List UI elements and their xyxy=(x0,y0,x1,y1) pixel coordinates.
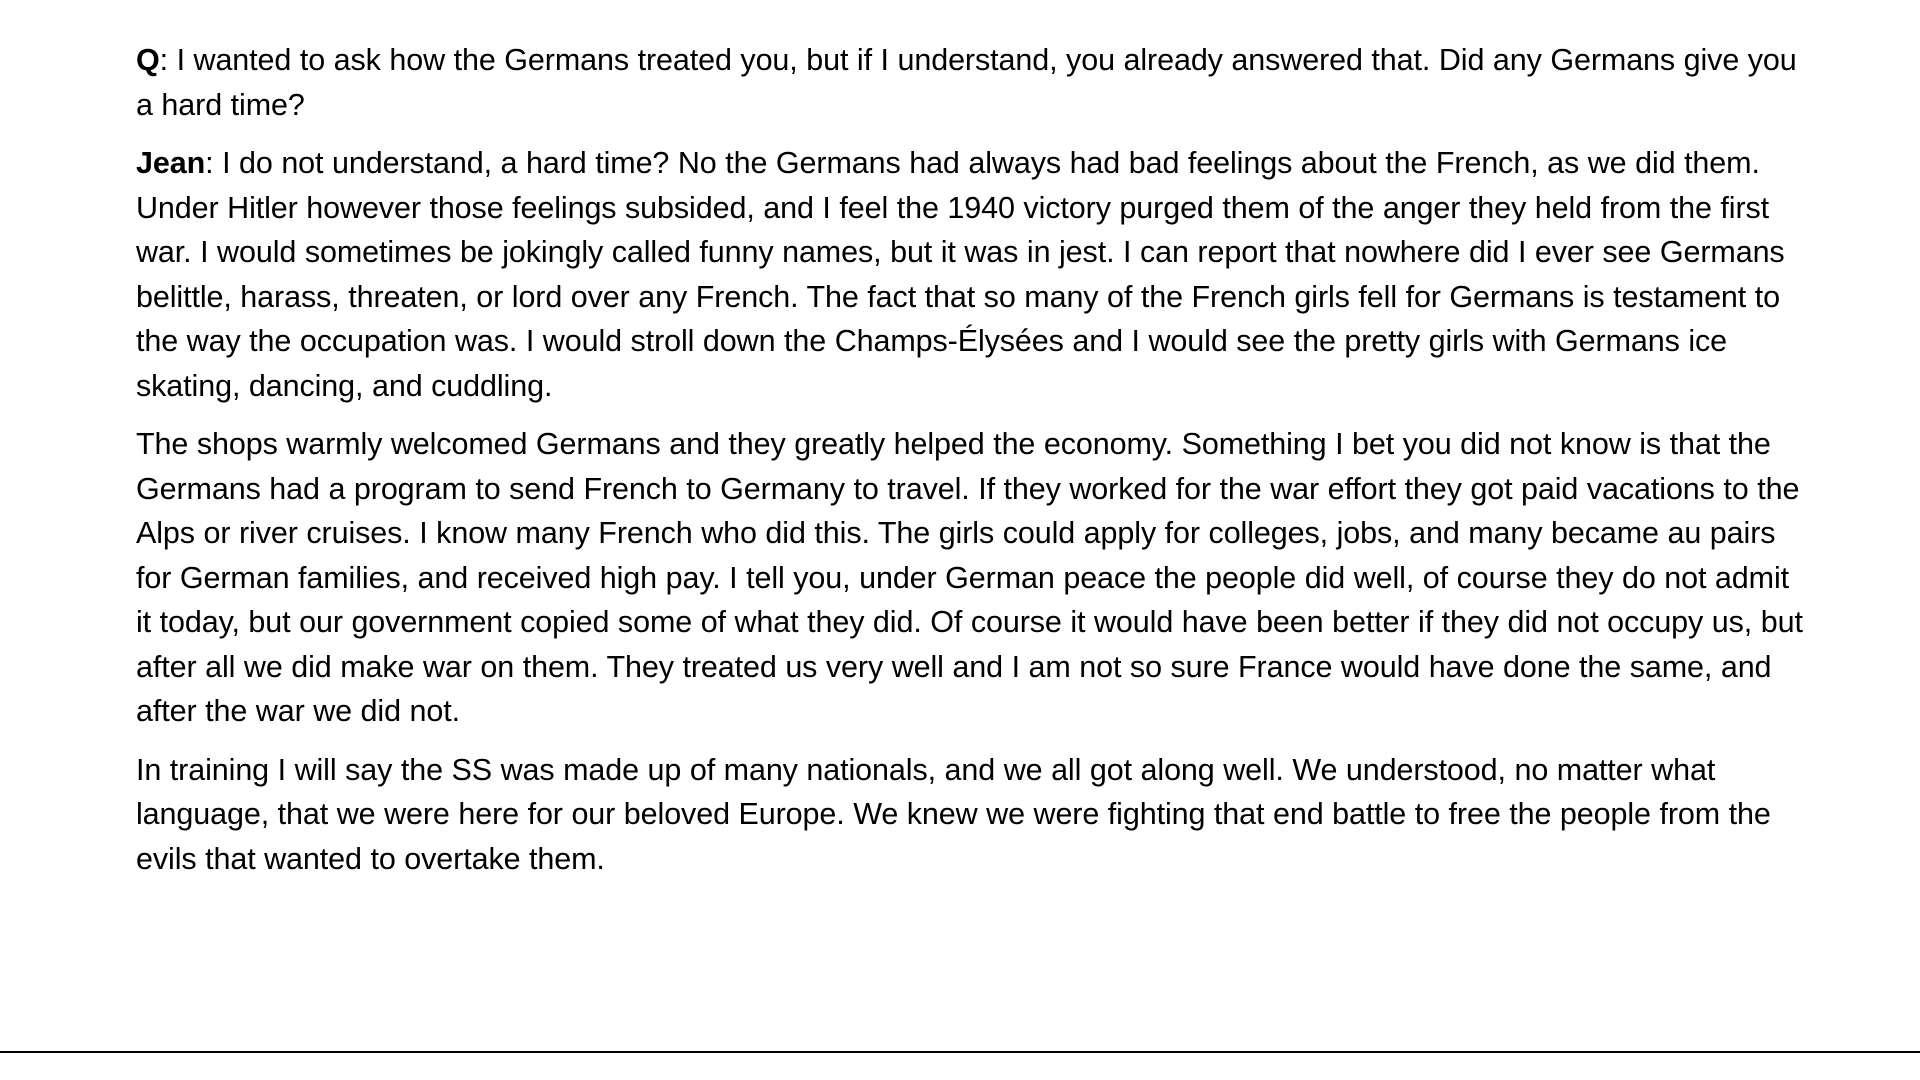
paragraph-jean-answer-1 xyxy=(136,141,1808,408)
paragraph-question xyxy=(136,38,1808,127)
paragraph-jean-answer-2 xyxy=(136,422,1808,734)
speaker-label-jean: Jean xyxy=(136,146,206,180)
paragraph-text: In training I will say the SS was made up of many nationals, and we all got along well. We understood, no matter what language, that we were here for our beloved Europe. We knew we were fighting that end battle to free the people from the evils that wanted to overtake them. xyxy=(136,752,1771,876)
paragraph-text: : I do not understand, a hard time? No the Germans had always had bad feelings about the French, as we did them. Under Hitler however those feelings subsided, and I feel the 1940 victory purged them of the anger they held from the first war. I would sometimes be jokingly called funny names, but it was in jest. I can report that nowhere did I ever see Germans belittle, harass, threaten, or lord over any French. The fact that so many of the French girls fell for Germans is testament to the way the occupation was. I would stroll down the Champs-Élysées and I would see the pretty girls with Germans ice skating, dancing, and cuddling. xyxy=(136,146,1785,403)
page-bottom-divider xyxy=(0,1051,1920,1053)
document-body xyxy=(136,38,1808,881)
paragraph-jean-answer-3 xyxy=(136,748,1808,882)
paragraph-text: : I wanted to ask how the Germans treated you, but if I understand, you already answered that. Did any Germans give you a hard time? xyxy=(136,43,1797,122)
speaker-label-q: Q xyxy=(136,43,160,77)
paragraph-text: The shops warmly welcomed Germans and they greatly helped the economy. Something I bet you did not know is that the Germans had a program to send French to Germany to travel. If they worked for the war effort they got paid vacations to the Alps or river cruises. I know many French who did this. The girls could apply for colleges, jobs, and many became au pairs for German families, and received high pay. I tell you, under German peace the people did well, of course they do not admit it today, but our government copied some of what they did. Of course it would have been better if they did not occupy us, but after all we did make war on them. They treated us very well and I am not so sure France would have done the same, and after the war we did not. xyxy=(136,427,1803,728)
